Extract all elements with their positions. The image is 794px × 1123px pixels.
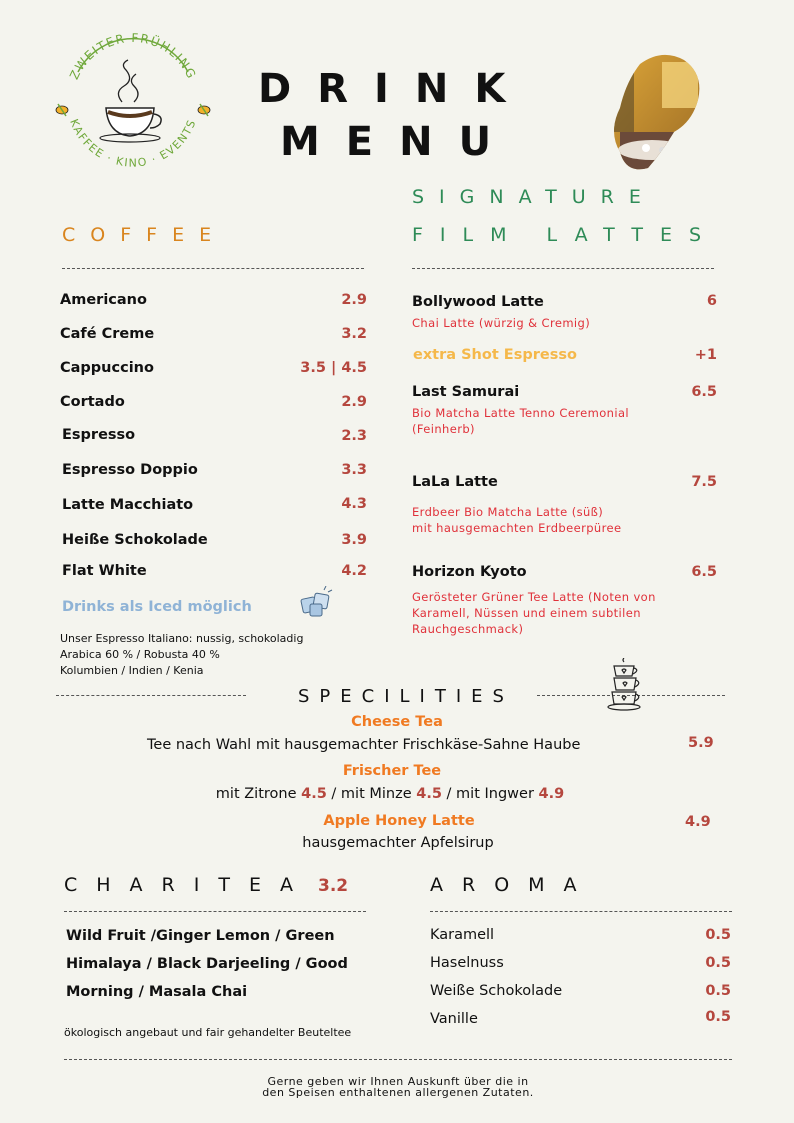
charitea-heading: CHARITEA	[64, 874, 312, 896]
coffee-price: 2.3	[341, 428, 367, 444]
aroma-item: Vanille	[430, 1011, 478, 1027]
signature-heading: SIGNATURE	[412, 186, 656, 208]
cheese-tea-desc: Tee nach Wahl mit hausgemachter Frischkäse-Sahne Haube	[147, 737, 581, 753]
fresh-tea-mint: / mit Minze	[326, 786, 417, 802]
signature-desc: Chai Latte (würzig & Cremig)	[412, 316, 591, 330]
coffee-item: Americano	[60, 292, 147, 308]
cheese-tea-name: Cheese Tea	[351, 714, 443, 730]
espresso-origin: Kolumbien / Indien / Kenia	[60, 664, 204, 677]
coffee-item: Latte Macchiato	[62, 497, 194, 513]
coffee-item: Cortado	[60, 394, 125, 410]
signature-desc: Bio Matcha Latte Tenno Ceremonial (Feinherb)	[412, 406, 630, 436]
aroma-price: 0.5	[705, 983, 731, 999]
coffee-price: 4.3	[341, 496, 367, 512]
apple-latte-name: Apple Honey Latte	[323, 813, 475, 829]
coffee-item: Flat White	[62, 563, 147, 579]
menu-title-line1: DRINK	[258, 66, 532, 112]
coffee-price: 3.2	[341, 326, 367, 342]
signature-divider	[412, 268, 714, 269]
charitea-flavors-line2: Himalaya / Black Darjeeling / Good	[66, 956, 348, 972]
coffee-item: Espresso	[62, 427, 136, 443]
coffee-heading: COFFEE	[62, 224, 227, 246]
signature-desc: Gerösteter Grüner Tee Latte (Noten von Karamell, Nüssen und einem subtilen Rauchgeschmack)	[412, 590, 656, 636]
allergen-note-line2: den Speisen enthaltenen allergenen Zutaten.	[262, 1086, 534, 1099]
aroma-price: 0.5	[705, 927, 731, 943]
coffee-price: 3.9	[341, 532, 367, 548]
signature-item: Last Samurai	[412, 384, 520, 400]
signature-desc: Erdbeer Bio Matcha Latte (süß)	[412, 505, 604, 519]
svg-text:KAFFEE · KINO · EVENTS: KAFFEE · KINO · EVENTS	[67, 117, 199, 170]
coffee-price: 3.3	[341, 462, 367, 478]
coffee-divider	[62, 268, 364, 269]
aroma-item: Haselnuss	[430, 955, 504, 971]
fresh-tea-options	[0, 786, 780, 802]
aroma-price: 0.5	[705, 1009, 731, 1025]
cheese-tea-price: 5.9	[688, 735, 714, 751]
footer-divider	[64, 1059, 732, 1060]
aroma-heading: AROMA	[430, 874, 596, 896]
extra-shot-price: +1	[694, 347, 717, 363]
espresso-note: Unser Espresso Italiano: nussig, schokoladig	[60, 632, 304, 645]
charitea-flavors-line1: Wild Fruit /Ginger Lemon / Green	[66, 928, 335, 944]
coffee-price: 2.9	[341, 394, 367, 410]
apple-latte-price: 4.9	[685, 814, 711, 830]
fresh-tea-lemon: mit Zitrone	[215, 786, 302, 802]
aroma-price: 0.5	[705, 955, 731, 971]
specialities-heading: SPECILITIES	[298, 686, 514, 707]
iced-note: Drinks als Iced möglich	[62, 599, 252, 615]
signature-price: 6.5	[691, 564, 717, 580]
aroma-item: Karamell	[430, 927, 495, 943]
allergen-note-line1: Gerne geben wir Ihnen Auskunft über die in	[267, 1075, 529, 1088]
extra-shot: extra Shot Espresso	[413, 347, 577, 363]
fresh-tea-ginger-price: 4.9	[538, 786, 565, 802]
coffee-price	[300, 360, 367, 376]
svg-text:ZWEITER FRÜHLING: ZWEITER FRÜHLING	[66, 30, 200, 82]
ice-icon	[298, 586, 334, 620]
coffee-item: Café Creme	[60, 326, 155, 342]
coffee-item: Espresso Doppio	[62, 462, 198, 478]
charitea-price: 3.2	[318, 876, 349, 896]
fresh-tea-mint-price: 4.5	[416, 786, 442, 802]
coffee-item: Heiße Schokolade	[62, 532, 208, 548]
fresh-tea-name: Frischer Tee	[342, 763, 442, 779]
menu-title-line2: MENU	[280, 119, 518, 165]
signature-item: LaLa Latte	[412, 474, 498, 490]
specialities-divider-left	[56, 695, 246, 696]
coffee-price: 2.9	[341, 292, 367, 308]
charitea-divider	[64, 911, 366, 912]
apple-latte-desc: hausgemachter Apfelsirup	[302, 835, 494, 851]
signature-price: 7.5	[691, 474, 717, 490]
charitea-note: ökologisch angebaut und fair gehandelter Beuteltee	[64, 1026, 352, 1039]
signature-item: Horizon Kyoto	[412, 564, 527, 580]
coffee-item: Cappuccino	[60, 360, 154, 376]
coffee-price: 4.2	[341, 563, 367, 579]
teacups-icon	[606, 658, 646, 718]
signature-desc: mit hausgemachten Erdbeerpüree	[412, 521, 622, 535]
fresh-tea-lemon-price: 4.5	[301, 786, 327, 802]
logo	[48, 24, 218, 174]
cafe-photo	[600, 52, 704, 172]
coffee-price-value: 3.5 | 4.5	[300, 360, 367, 376]
fresh-tea-ginger: / mit Ingwer	[441, 786, 539, 802]
film-lattes-heading: FILM LATTES	[412, 224, 719, 246]
charitea-flavors-line3: Morning / Masala Chai	[66, 984, 248, 1000]
signature-price: 6.5	[691, 384, 717, 400]
aroma-divider	[430, 911, 732, 912]
espresso-blend: Arabica 60 % / Robusta 40 %	[60, 648, 220, 661]
signature-price: 6	[706, 293, 717, 309]
signature-item: Bollywood Latte	[412, 294, 544, 310]
aroma-item: Weiße Schokolade	[430, 983, 563, 999]
